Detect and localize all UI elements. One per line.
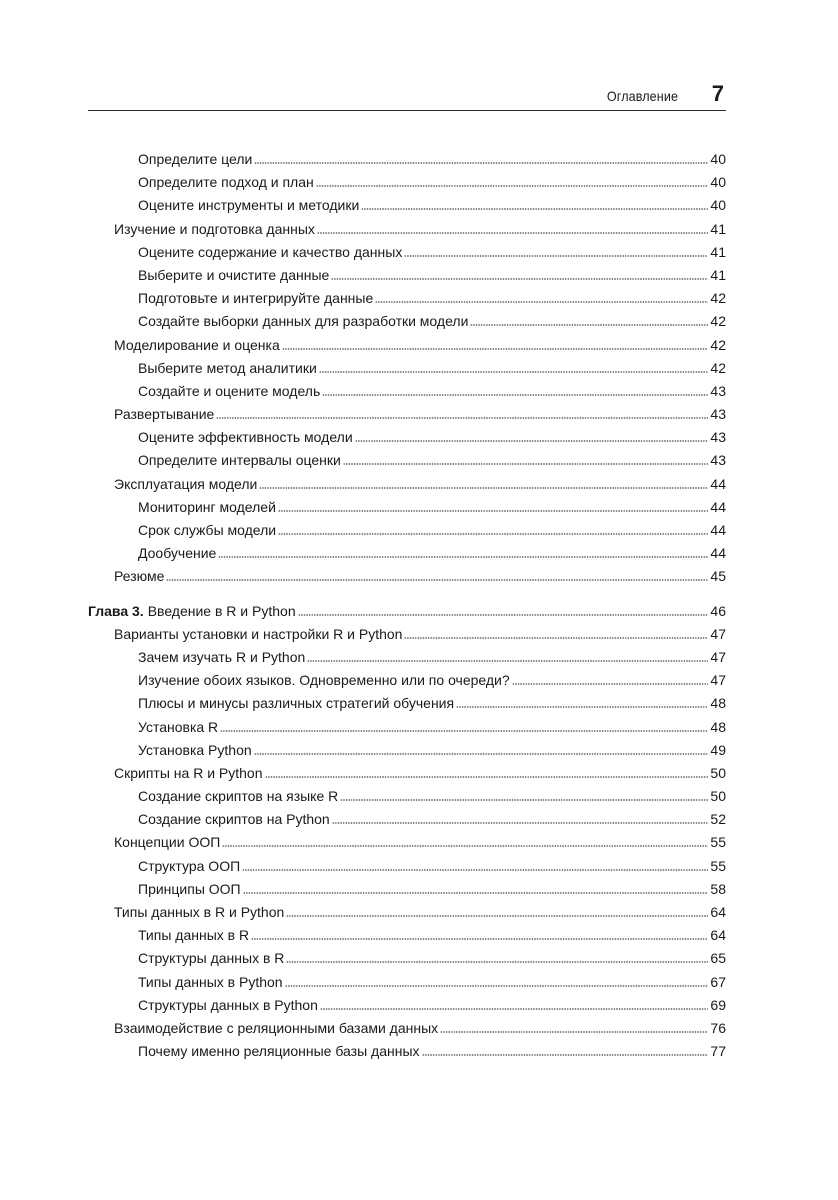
toc-entry[interactable] xyxy=(88,449,726,472)
dot-leader xyxy=(254,158,708,164)
toc-entry-title: Взаимодействие с реляционными базами данных xyxy=(114,1019,439,1036)
toc-entry[interactable] xyxy=(88,623,726,646)
toc-entry-title: Типы данных в R xyxy=(138,927,250,944)
dot-leader xyxy=(278,506,709,512)
toc-entry-page: 44 xyxy=(710,545,726,562)
toc-entry-title: Варианты установки и настройки R и Python xyxy=(114,625,403,642)
toc-entry-page: 43 xyxy=(710,382,726,399)
toc-entry-title: Установка R xyxy=(138,718,219,735)
toc-entry-page: 44 xyxy=(710,522,726,538)
toc-entry-title: Создайте и оцените модель xyxy=(138,382,321,399)
dot-leader xyxy=(404,633,708,639)
toc-entry-page: 41 xyxy=(710,220,726,237)
toc-entry-title: Принципы ООП xyxy=(138,880,241,897)
page-header xyxy=(88,80,726,111)
toc-entry-title: Резюме xyxy=(114,568,165,585)
toc-entry-page: 44 xyxy=(710,475,726,492)
toc-entry-title: Моделирование и оценка xyxy=(114,336,280,353)
toc-entry[interactable] xyxy=(88,646,726,669)
toc-entry[interactable] xyxy=(88,669,726,692)
dot-leader xyxy=(319,367,709,373)
toc-entry[interactable] xyxy=(88,785,726,808)
toc-entry-title: Выберите метод аналитики xyxy=(138,359,317,376)
dot-leader xyxy=(456,702,708,708)
dot-leader xyxy=(216,413,708,419)
toc-entry-page: 47 xyxy=(710,672,726,689)
toc-entry-title: Создание скриптов на языке R xyxy=(138,788,339,805)
dot-leader xyxy=(278,529,708,535)
dot-leader xyxy=(298,610,709,616)
dot-leader xyxy=(242,865,708,871)
toc-entry[interactable] xyxy=(88,878,726,901)
dot-leader xyxy=(375,297,708,303)
toc-entry-title: Создание скриптов на Python xyxy=(138,811,330,828)
toc-entry-page: 55 xyxy=(710,834,726,851)
dot-leader xyxy=(222,841,708,847)
toc-entry[interactable] xyxy=(88,403,726,426)
toc-entry-page: 48 xyxy=(710,718,726,735)
toc-entry-title: Структуры данных в Python xyxy=(138,996,318,1013)
dot-leader xyxy=(243,888,709,894)
toc-entry[interactable] xyxy=(88,334,726,357)
toc-entry[interactable] xyxy=(88,762,726,785)
toc-entry-page: 48 xyxy=(710,695,726,712)
toc-entry-page: 67 xyxy=(710,973,726,990)
dot-leader xyxy=(320,1004,709,1010)
toc-entry-page: 40 xyxy=(710,197,726,214)
toc-entry[interactable] xyxy=(88,287,726,310)
page-number: 7 xyxy=(711,81,724,106)
dot-leader xyxy=(422,1050,709,1056)
dot-leader xyxy=(340,795,708,801)
dot-leader xyxy=(254,749,709,755)
toc-entry[interactable] xyxy=(88,241,726,264)
table-of-contents xyxy=(88,148,726,1063)
toc-entry-title: Оцените эффективность модели xyxy=(138,429,353,446)
toc-entry-page: 47 xyxy=(710,625,726,642)
toc-entry-title: Развертывание xyxy=(114,406,215,423)
toc-entry[interactable] xyxy=(88,855,726,878)
dot-leader xyxy=(259,483,708,489)
toc-entry[interactable] xyxy=(88,264,726,287)
running-head-section: Оглавление xyxy=(606,88,678,104)
toc-entry-title: Плюсы и минусы различных стратегий обучения xyxy=(138,695,455,712)
toc-entry[interactable] xyxy=(88,994,726,1017)
dot-leader xyxy=(322,390,708,396)
toc-entry-page: 46 xyxy=(710,602,726,619)
toc-entry-title: Установка Python xyxy=(138,741,252,758)
toc-entry-title: Оцените инструменты и методики xyxy=(138,197,360,214)
dot-leader xyxy=(331,274,708,280)
toc-entry[interactable] xyxy=(88,542,726,565)
dot-leader xyxy=(220,726,708,732)
toc-entry[interactable] xyxy=(88,716,726,739)
dot-leader xyxy=(218,552,708,558)
toc-entry-page: 50 xyxy=(710,788,726,805)
dot-leader xyxy=(286,957,708,963)
toc-entry-page: 40 xyxy=(710,151,726,167)
toc-entry[interactable] xyxy=(88,565,726,588)
toc-entry-title: Эксплуатация модели xyxy=(114,475,258,492)
toc-entry-page: 47 xyxy=(710,648,726,665)
dot-leader xyxy=(404,251,708,257)
toc-entry-page: 55 xyxy=(710,857,726,874)
toc-entry-page: 42 xyxy=(710,336,726,353)
toc-entry-page: 44 xyxy=(710,498,726,515)
toc-entry-title: Определите интервалы оценки xyxy=(138,452,341,469)
dot-leader xyxy=(251,934,708,940)
toc-entry[interactable] xyxy=(88,1017,726,1040)
toc-entry-page: 42 xyxy=(710,290,726,307)
dot-leader xyxy=(265,772,709,778)
toc-entry-page: 42 xyxy=(710,359,726,376)
toc-entry[interactable] xyxy=(88,171,726,194)
dot-leader xyxy=(512,679,709,685)
toc-entry[interactable] xyxy=(88,496,726,519)
toc-entry-title: Введение в R и Python xyxy=(147,602,296,619)
toc-entry-title: Выберите и очистите данные xyxy=(138,266,330,283)
toc-entry[interactable] xyxy=(88,380,726,403)
toc-entry[interactable] xyxy=(88,901,726,924)
toc-entry-title: Структуры данных в R xyxy=(138,950,285,967)
toc-entry[interactable] xyxy=(88,808,726,831)
toc-entry-page: 49 xyxy=(710,741,726,758)
toc-entry-page: 40 xyxy=(710,174,726,191)
toc-entry-page: 50 xyxy=(710,764,726,781)
toc-entry-title: Изучение обоих языков. Одновременно или по очереди? xyxy=(138,672,510,689)
toc-entry-page: 69 xyxy=(710,996,726,1013)
toc-entry[interactable] xyxy=(88,519,726,542)
toc-entry-title: Мониторинг моделей xyxy=(138,498,276,515)
toc-entry-title: Скрипты на R и Python xyxy=(114,764,263,781)
toc-entry-title: Создайте выборки данных для разработки модели xyxy=(138,313,469,330)
toc-entry-page: 65 xyxy=(710,950,726,967)
toc-entry-page: 41 xyxy=(710,243,726,260)
toc-chapter-entry[interactable] xyxy=(88,600,726,623)
toc-chapter-label: Глава 3. xyxy=(88,602,144,619)
toc-entry[interactable] xyxy=(88,310,726,333)
toc-entry-page: 41 xyxy=(710,266,726,283)
toc-entry-page: 52 xyxy=(710,811,726,828)
toc-entry-title: Определите подход и план xyxy=(138,174,314,191)
toc-entry-page: 43 xyxy=(710,452,726,469)
toc-entry[interactable] xyxy=(88,924,726,947)
toc-entry[interactable] xyxy=(88,473,726,496)
toc-entry-title: Подготовьте и интегрируйте данные xyxy=(138,290,374,307)
toc-entry[interactable] xyxy=(88,971,726,994)
toc-entry-page: 64 xyxy=(710,904,726,920)
toc-entry[interactable] xyxy=(88,947,726,970)
toc-entry-page: 58 xyxy=(710,880,726,897)
toc-entry[interactable] xyxy=(88,194,726,217)
toc-entry-page: 42 xyxy=(710,313,726,330)
toc-entry-title: Типы данных в R и Python xyxy=(114,904,285,920)
dot-leader xyxy=(166,575,708,581)
toc-entry[interactable] xyxy=(88,218,726,241)
dot-leader xyxy=(332,818,709,824)
toc-entry-title: Дообучение xyxy=(138,545,217,562)
toc-entry[interactable] xyxy=(88,426,726,449)
toc-entry-page: 76 xyxy=(710,1019,726,1036)
dot-leader xyxy=(316,181,709,187)
toc-entry-title: Изучение и подготовка данных xyxy=(114,220,315,237)
dot-leader xyxy=(285,981,709,987)
toc-entry[interactable] xyxy=(88,148,726,171)
toc-entry-title: Оцените содержание и качество данных xyxy=(138,243,403,260)
toc-entry[interactable] xyxy=(88,739,726,762)
toc-entry-title: Почему именно реляционные базы данных xyxy=(138,1043,420,1060)
dot-leader xyxy=(282,344,709,350)
toc-entry-page: 45 xyxy=(710,568,726,585)
toc-entry[interactable] xyxy=(88,1040,726,1063)
dot-leader xyxy=(307,656,708,662)
toc-entry-page: 64 xyxy=(710,927,726,944)
toc-entry-title: Срок службы модели xyxy=(138,522,277,538)
dot-leader xyxy=(440,1027,708,1033)
dot-leader xyxy=(355,436,709,442)
dot-leader xyxy=(343,459,709,465)
toc-entry-title: Зачем изучать R и Python xyxy=(138,648,306,665)
dot-leader xyxy=(470,320,708,326)
dot-leader xyxy=(361,204,708,210)
toc-entry[interactable] xyxy=(88,831,726,854)
toc-entry-page: 43 xyxy=(710,406,726,423)
toc-entry-page: 43 xyxy=(710,429,726,446)
toc-entry-title: Структура ООП xyxy=(138,857,241,874)
toc-entry-title: Концепции ООП xyxy=(114,834,221,851)
toc-entry-page: 77 xyxy=(710,1043,726,1060)
toc-entry[interactable] xyxy=(88,357,726,380)
dot-leader xyxy=(286,911,708,917)
toc-entry-title: Определите цели xyxy=(138,151,253,167)
dot-leader xyxy=(317,228,709,234)
toc-entry-title: Типы данных в Python xyxy=(138,973,283,990)
toc-entry[interactable] xyxy=(88,692,726,715)
